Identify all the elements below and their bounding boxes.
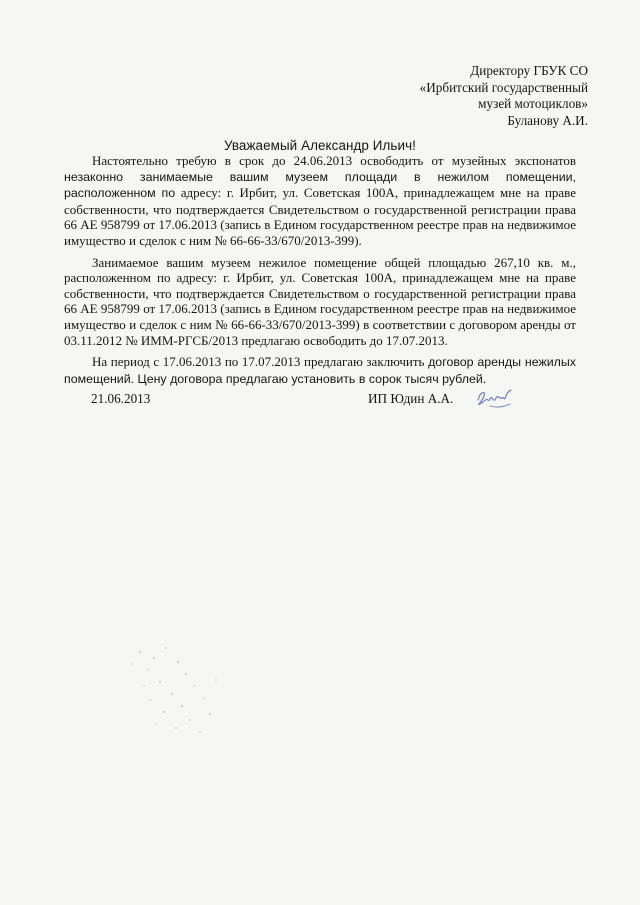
addressee-line: Директору ГБУК СО [470,63,588,78]
paragraph-text: договор аренды нежилых помещений. Цену договора предлагаю установить в сорок тысяч рублей. [64,355,576,386]
sender-name: ИП Юдин А.А. [368,391,454,406]
paragraph-text: Настоятельно требую в срок до 24.06.2013 освободить от музейных экспонатов [92,153,576,168]
letter-date: 21.06.2013 [91,391,151,406]
paragraph-premises [64,255,576,349]
signature-image [470,382,522,412]
paragraph-demand [64,153,576,249]
addressee-line: «Ирбитский государственный [419,79,588,95]
addressee-block [348,63,588,129]
scan-noise [120,640,240,740]
salutation: Уважаемый Александр Ильич! [224,138,416,153]
paragraph-text: Занимаемое вашим музеем нежилое помещение общей площадью 267,10 кв. м., расположенном по адресу: г. Ирбит, ул. Советская 100А, принадлежащем мне на праве собственности, что подтверждается Свидетельством о государственной регистрации права 66 АЕ 958799 от 17.06.2013 (запись в Едином государственном реестре прав на недвижимое имущество и сделок с ним № 66-66-33/670/2013-399) в соответствии с договором аренды от 03.11.2012 № ИММ-РГСБ/2013 предлагаю освободить до 17.07.2013. [64,254,576,348]
paragraph-text: незаконно занимаемые вашим музеем площади в нежилом помещении, расположенном по [64,169,576,201]
addressee-line: Буланову А.И. [507,112,588,128]
letter-body [64,153,576,389]
addressee-line: музей мотоциклов» [478,96,588,111]
paragraph-text: На период с 17.06.2013 по 17.07.2013 предлагаю заключить [92,354,429,370]
paragraph-text: адресу: г. Ирбит, ул. Советская 100А, принадлежащем мне на праве собственности, что подтверждается Свидетельством о государственной регистрации права 66 АЕ 958799 от 17.06.2013 (запись в Едином государственном реестре прав на недвижимое имущество и сделок с ним № 66-66-33/670/2013-399). [64,185,577,248]
